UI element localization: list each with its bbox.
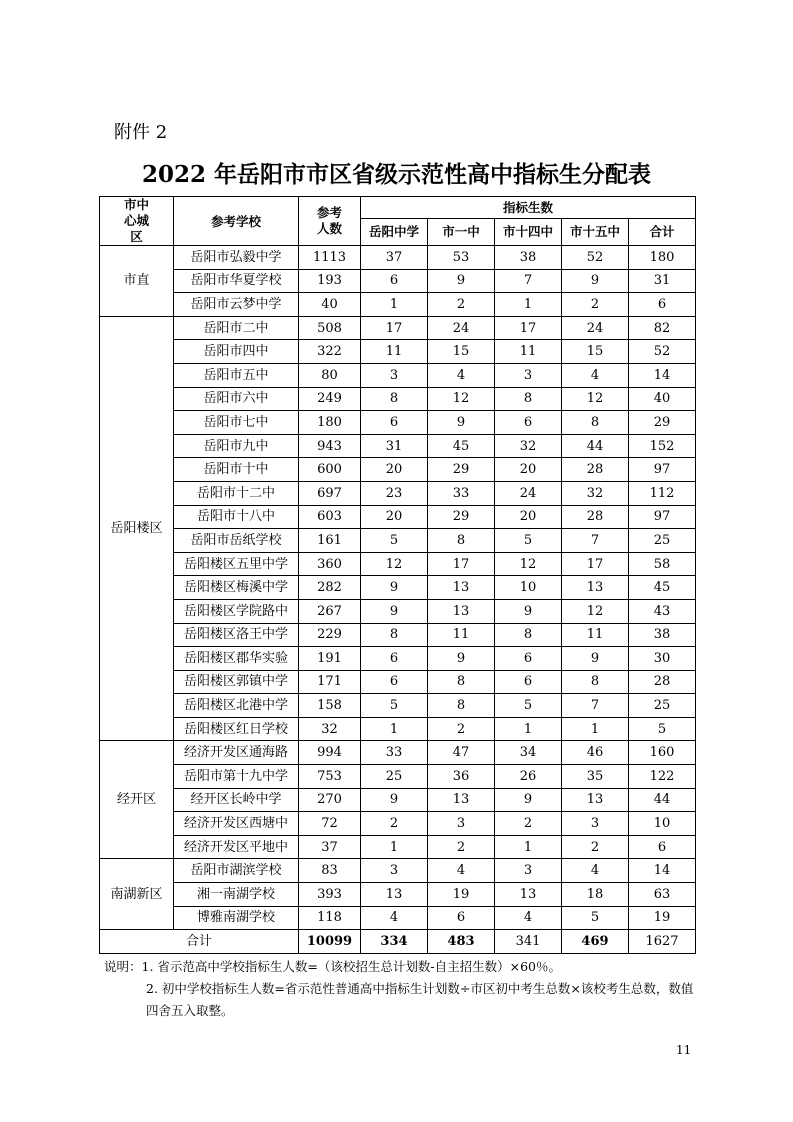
quota-cell: 6	[495, 647, 562, 671]
quota-cell: 15	[562, 340, 629, 364]
quota-cell: 11	[361, 340, 428, 364]
table-row	[100, 246, 696, 270]
table-row	[100, 434, 696, 458]
exam-count-cell: 282	[299, 576, 361, 600]
exam-count-cell: 322	[299, 340, 361, 364]
quota-cell: 20	[495, 458, 562, 482]
quota-cell: 6	[361, 670, 428, 694]
quota-cell: 7	[495, 269, 562, 293]
quota-cell: 2	[428, 293, 495, 317]
page-number: 11	[676, 1043, 692, 1057]
school-cell: 岳阳市二中	[174, 316, 299, 340]
quota-cell: 13	[428, 788, 495, 812]
school-cell: 岳阳市十中	[174, 458, 299, 482]
quota-cell: 1	[562, 717, 629, 741]
quota-cell: 152	[629, 434, 696, 458]
quota-cell: 11	[428, 623, 495, 647]
quota-cell: 17	[562, 552, 629, 576]
quota-cell: 97	[629, 505, 696, 529]
exam-count-cell: 118	[299, 906, 361, 930]
total-quota-cell: 469	[562, 930, 629, 954]
school-cell: 湘一南湖学校	[174, 883, 299, 907]
quota-cell: 10	[495, 576, 562, 600]
school-cell: 岳阳市十八中	[174, 505, 299, 529]
school-cell: 岳阳楼区红日学校	[174, 717, 299, 741]
quota-cell: 36	[428, 765, 495, 789]
quota-cell: 1	[361, 835, 428, 859]
quota-cell: 2	[562, 293, 629, 317]
quota-cell: 15	[428, 340, 495, 364]
exam-count-cell: 40	[299, 293, 361, 317]
quota-cell: 52	[629, 340, 696, 364]
quota-cell: 29	[629, 411, 696, 435]
quota-cell: 11	[495, 340, 562, 364]
district-header	[100, 197, 174, 246]
quota-cell: 5	[361, 529, 428, 553]
quota-cell: 13	[361, 883, 428, 907]
exam-count-cell: 171	[299, 670, 361, 694]
quota-cell: 97	[629, 458, 696, 482]
table-row	[100, 340, 696, 364]
quota-cell: 4	[562, 363, 629, 387]
quota-cell: 63	[629, 883, 696, 907]
quota-cell: 3	[562, 812, 629, 836]
quota-cell: 31	[361, 434, 428, 458]
exam-count-cell: 267	[299, 599, 361, 623]
table-row	[100, 717, 696, 741]
quota-cell: 6	[361, 647, 428, 671]
quota-cell: 17	[428, 552, 495, 576]
school-cell: 博雅南湖学校	[174, 906, 299, 930]
table-row	[100, 293, 696, 317]
quota-cell: 4	[428, 363, 495, 387]
quota-cell: 6	[629, 835, 696, 859]
quota-cell: 4	[361, 906, 428, 930]
quota-group-header: 指标生数	[361, 197, 696, 219]
quota-cell: 6	[495, 670, 562, 694]
table-row	[100, 859, 696, 883]
school-cell: 岳阳市九中	[174, 434, 299, 458]
exam-count-cell: 193	[299, 269, 361, 293]
quota-cell: 8	[562, 670, 629, 694]
quota-cell: 13	[428, 599, 495, 623]
quota-cell: 1	[495, 717, 562, 741]
quota-cell: 6	[495, 411, 562, 435]
quota-cell: 46	[562, 741, 629, 765]
quota-cell: 1	[495, 293, 562, 317]
quota-cell: 26	[495, 765, 562, 789]
quota-cell: 45	[629, 576, 696, 600]
quota-cell: 12	[428, 387, 495, 411]
exam-count-cell: 1113	[299, 246, 361, 270]
school-cell: 岳阳楼区洛王中学	[174, 623, 299, 647]
quota-cell: 1	[361, 293, 428, 317]
quota-cell: 28	[562, 458, 629, 482]
quota-cell: 160	[629, 741, 696, 765]
school-cell: 岳阳楼区五里中学	[174, 552, 299, 576]
quota-cell: 25	[629, 529, 696, 553]
quota-col-header: 市十四中	[495, 218, 562, 246]
exam-count-cell: 37	[299, 835, 361, 859]
quota-col-header: 岳阳中学	[361, 218, 428, 246]
exam-count-cell: 249	[299, 387, 361, 411]
quota-cell: 9	[562, 269, 629, 293]
exam-count-cell: 994	[299, 741, 361, 765]
quota-cell: 38	[629, 623, 696, 647]
quota-col-header: 合计	[629, 218, 696, 246]
quota-cell: 58	[629, 552, 696, 576]
quota-cell: 9	[428, 647, 495, 671]
exam-count-cell: 697	[299, 481, 361, 505]
quota-cell: 9	[361, 576, 428, 600]
table-row	[100, 835, 696, 859]
school-cell: 岳阳楼区郡华实验	[174, 647, 299, 671]
quota-cell: 3	[361, 363, 428, 387]
quota-cell: 12	[495, 552, 562, 576]
exam-count-cell: 158	[299, 694, 361, 718]
quota-cell: 122	[629, 765, 696, 789]
note-line-3: 四舍五入取整。	[146, 1003, 234, 1018]
quota-cell: 52	[562, 246, 629, 270]
total-quota-cell: 483	[428, 930, 495, 954]
quota-cell: 28	[562, 505, 629, 529]
quota-cell: 8	[361, 623, 428, 647]
table-row	[100, 670, 696, 694]
table-row	[100, 906, 696, 930]
school-cell: 岳阳市云梦中学	[174, 293, 299, 317]
quota-cell: 13	[428, 576, 495, 600]
table-row	[100, 316, 696, 340]
quota-cell: 29	[428, 505, 495, 529]
total-quota-cell: 334	[361, 930, 428, 954]
quota-cell: 35	[562, 765, 629, 789]
quota-cell: 2	[495, 812, 562, 836]
quota-cell: 29	[428, 458, 495, 482]
table-row	[100, 623, 696, 647]
quota-cell: 13	[562, 576, 629, 600]
page-title: 2022 年岳阳市市区省级示范性高中指标生分配表	[141, 161, 652, 188]
total-label: 合计	[100, 930, 299, 954]
quota-cell: 3	[495, 859, 562, 883]
table-row	[100, 788, 696, 812]
quota-cell: 5	[361, 694, 428, 718]
quota-cell: 10	[629, 812, 696, 836]
quota-cell: 18	[562, 883, 629, 907]
quota-cell: 4	[428, 859, 495, 883]
quota-cell: 6	[361, 411, 428, 435]
exam-count-header	[299, 197, 361, 246]
school-cell: 岳阳市十二中	[174, 481, 299, 505]
quota-cell: 9	[495, 599, 562, 623]
total-quota-cell: 341	[495, 930, 562, 954]
school-cell: 岳阳市弘毅中学	[174, 246, 299, 270]
exam-count-cell: 72	[299, 812, 361, 836]
exam-count-cell: 600	[299, 458, 361, 482]
school-cell: 岳阳楼区郭镇中学	[174, 670, 299, 694]
exam-count-header-label: 参考人数	[316, 205, 342, 236]
total-quota-cell: 1627	[629, 930, 696, 954]
quota-cell: 32	[562, 481, 629, 505]
quota-cell: 1	[495, 835, 562, 859]
quota-cell: 6	[428, 906, 495, 930]
table-row	[100, 552, 696, 576]
quota-cell: 24	[428, 316, 495, 340]
exam-count-cell: 80	[299, 363, 361, 387]
quota-cell: 9	[361, 788, 428, 812]
exam-count-cell: 191	[299, 647, 361, 671]
school-cell: 岳阳市七中	[174, 411, 299, 435]
total-row	[100, 930, 696, 954]
quota-cell: 13	[495, 883, 562, 907]
exam-count-cell: 360	[299, 552, 361, 576]
quota-cell: 53	[428, 246, 495, 270]
quota-col-header: 市十五中	[562, 218, 629, 246]
school-cell: 经开区长岭中学	[174, 788, 299, 812]
quota-cell: 8	[428, 670, 495, 694]
quota-cell: 9	[428, 269, 495, 293]
quota-cell: 45	[428, 434, 495, 458]
quota-cell: 38	[495, 246, 562, 270]
quota-cell: 82	[629, 316, 696, 340]
quota-cell: 2	[428, 717, 495, 741]
quota-cell: 33	[361, 741, 428, 765]
quota-cell: 4	[562, 859, 629, 883]
note-line-1: 说明：1. 省示范高中学校指标生人数=（该校招生总计划数-自主招生数）×60％。	[104, 959, 561, 974]
quota-cell: 44	[562, 434, 629, 458]
quota-cell: 9	[428, 411, 495, 435]
school-cell: 经济开发区平地中	[174, 835, 299, 859]
quota-cell: 8	[562, 411, 629, 435]
table-row	[100, 481, 696, 505]
quota-cell: 24	[495, 481, 562, 505]
notes	[104, 956, 693, 1022]
school-cell: 岳阳市第十九中学	[174, 765, 299, 789]
attachment-label: 附件 2	[114, 122, 168, 143]
quota-cell: 112	[629, 481, 696, 505]
quota-cell: 31	[629, 269, 696, 293]
school-cell: 岳阳市岳纸学校	[174, 529, 299, 553]
school-cell: 岳阳楼区梅溪中学	[174, 576, 299, 600]
exam-count-cell: 943	[299, 434, 361, 458]
table-row	[100, 741, 696, 765]
school-cell: 岳阳楼区北港中学	[174, 694, 299, 718]
quota-allocation-table	[99, 196, 696, 954]
quota-cell: 3	[361, 859, 428, 883]
school-cell: 岳阳市湖滨学校	[174, 859, 299, 883]
quota-cell: 4	[495, 906, 562, 930]
school-cell: 岳阳市华夏学校	[174, 269, 299, 293]
quota-cell: 28	[629, 670, 696, 694]
note-line-2: 2. 初中学校指标生人数=省示范性普通高中指标生计划数÷市区初中考生总数×该校考生总数，数值	[146, 981, 694, 996]
quota-cell: 3	[495, 363, 562, 387]
quota-cell: 12	[562, 387, 629, 411]
quota-cell: 12	[562, 599, 629, 623]
school-cell: 岳阳楼区学院路中	[174, 599, 299, 623]
table-row	[100, 883, 696, 907]
table-row	[100, 576, 696, 600]
table-row	[100, 647, 696, 671]
table-row	[100, 269, 696, 293]
quota-cell: 9	[361, 599, 428, 623]
exam-count-cell: 393	[299, 883, 361, 907]
quota-cell: 43	[629, 599, 696, 623]
quota-cell: 44	[629, 788, 696, 812]
exam-count-cell: 753	[299, 765, 361, 789]
table-row	[100, 505, 696, 529]
district-cell: 市直	[100, 246, 174, 317]
table-row	[100, 529, 696, 553]
quota-cell: 3	[428, 812, 495, 836]
quota-cell: 8	[428, 529, 495, 553]
quota-cell: 14	[629, 859, 696, 883]
quota-cell: 19	[428, 883, 495, 907]
quota-col-header: 市一中	[428, 218, 495, 246]
district-cell: 经开区	[100, 741, 174, 859]
exam-count-cell: 270	[299, 788, 361, 812]
quota-cell: 34	[495, 741, 562, 765]
quota-cell: 17	[495, 316, 562, 340]
quota-cell: 7	[562, 529, 629, 553]
quota-cell: 14	[629, 363, 696, 387]
exam-count-cell: 180	[299, 411, 361, 435]
school-cell: 经济开发区通海路	[174, 741, 299, 765]
quota-cell: 23	[361, 481, 428, 505]
quota-cell: 32	[495, 434, 562, 458]
quota-cell: 6	[361, 269, 428, 293]
quota-cell: 37	[361, 246, 428, 270]
school-cell: 经济开发区西塘中	[174, 812, 299, 836]
quota-cell: 5	[495, 694, 562, 718]
total-count: 10099	[299, 930, 361, 954]
quota-cell: 5	[495, 529, 562, 553]
quota-cell: 180	[629, 246, 696, 270]
quota-cell: 20	[361, 505, 428, 529]
quota-cell: 2	[562, 835, 629, 859]
quota-cell: 12	[361, 552, 428, 576]
quota-cell: 33	[428, 481, 495, 505]
exam-count-cell: 83	[299, 859, 361, 883]
quota-cell: 17	[361, 316, 428, 340]
district-cell: 南湖新区	[100, 859, 174, 930]
district-cell: 岳阳楼区	[100, 316, 174, 741]
quota-cell: 20	[361, 458, 428, 482]
quota-cell: 5	[562, 906, 629, 930]
quota-cell: 20	[495, 505, 562, 529]
quota-cell: 25	[361, 765, 428, 789]
table-row	[100, 411, 696, 435]
exam-count-cell: 603	[299, 505, 361, 529]
quota-cell: 30	[629, 647, 696, 671]
table-row	[100, 694, 696, 718]
quota-cell: 7	[562, 694, 629, 718]
exam-count-cell: 229	[299, 623, 361, 647]
quota-cell: 2	[361, 812, 428, 836]
quota-cell: 8	[495, 623, 562, 647]
quota-cell: 9	[562, 647, 629, 671]
table-row	[100, 458, 696, 482]
school-cell: 岳阳市四中	[174, 340, 299, 364]
school-cell: 岳阳市六中	[174, 387, 299, 411]
exam-count-cell: 32	[299, 717, 361, 741]
table-row	[100, 363, 696, 387]
quota-cell: 8	[495, 387, 562, 411]
quota-cell: 5	[629, 717, 696, 741]
quota-cell: 13	[562, 788, 629, 812]
table-row	[100, 765, 696, 789]
school-cell: 岳阳市五中	[174, 363, 299, 387]
quota-cell: 6	[629, 293, 696, 317]
quota-cell: 8	[428, 694, 495, 718]
exam-count-cell: 161	[299, 529, 361, 553]
school-header: 参考学校	[174, 197, 299, 246]
quota-cell: 40	[629, 387, 696, 411]
quota-cell: 47	[428, 741, 495, 765]
district-header-label: 市中心城区	[123, 197, 149, 244]
quota-cell: 9	[495, 788, 562, 812]
quota-cell: 8	[361, 387, 428, 411]
quota-cell: 24	[562, 316, 629, 340]
quota-cell: 11	[562, 623, 629, 647]
quota-cell: 25	[629, 694, 696, 718]
quota-cell: 1	[361, 717, 428, 741]
table-row	[100, 812, 696, 836]
quota-cell: 2	[428, 835, 495, 859]
exam-count-cell: 508	[299, 316, 361, 340]
table-row	[100, 387, 696, 411]
table-row	[100, 599, 696, 623]
quota-cell: 19	[629, 906, 696, 930]
